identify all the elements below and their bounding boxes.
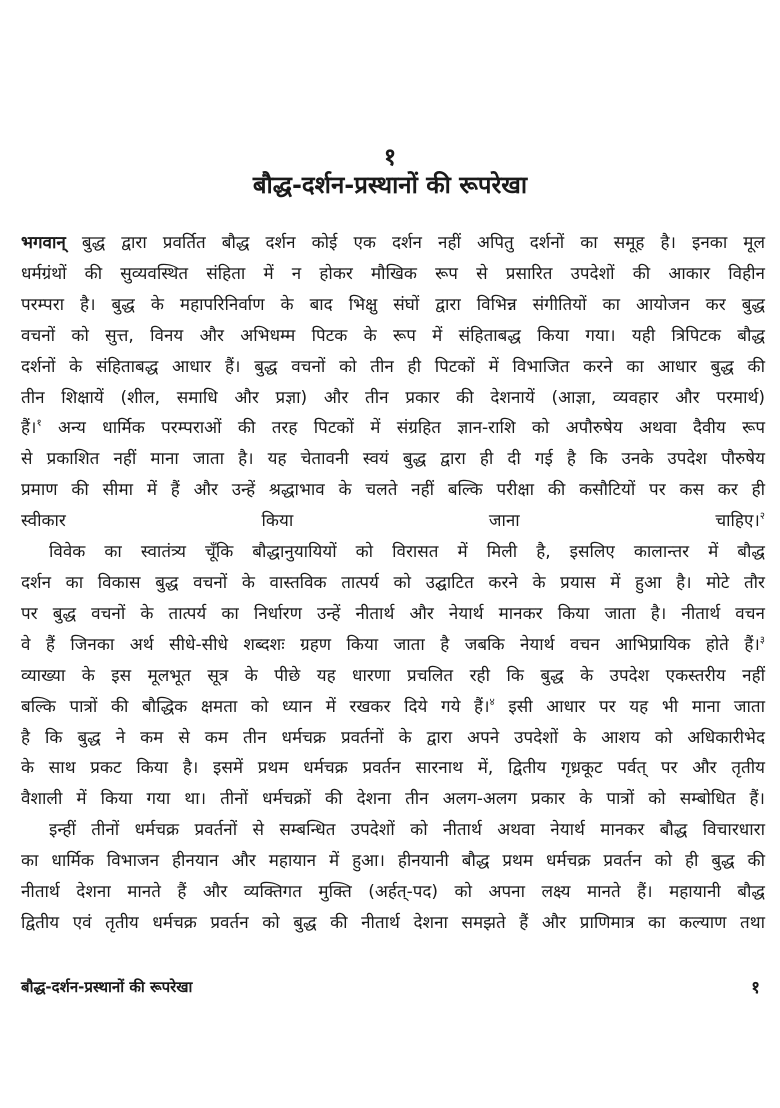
footnote-ref: ३ [759,634,765,646]
text-line: दर्शन का विकास बुद्ध वचनों के वास्तविक तात्पर्य को उद्घाटित करने के प्रयास में हुआ है। मोटे तौर [21,572,765,593]
text-line: बल्कि पात्रों की बौद्धिक क्षमता को ध्यान में रखकर दिये गये हैं।$^४$ इसी आधार पर यह भी माना जाता [21,696,765,717]
text-line: के साथ प्रकट किया है। इसमें प्रथम धर्मचक्र प्रवर्तन सारनाथ में, द्वितीय गृध्रकूट पर्वत् पर और तृतीय [21,758,765,779]
text-line: प्रमाण की सीमा में हैं और उन्हें श्रद्धाभाव के चलते नहीं बल्कि परीक्षा की कसौटियों पर कस कर ही [21,480,765,501]
text-line: पर बुद्ध वचनों के तात्पर्य का निर्धारण उन्हें नीतार्थ और नेयार्थ मानकर किया जाता है। नीतार्थ वचन [21,603,765,624]
text-line: वचनों को सुत्त, विनय और अभिधम्म पिटक के रूप में संहिताबद्ध किया गया। यही त्रिपिटक बौद्ध [21,325,765,346]
paragraph-1 [21,228,765,537]
text-line: व्याख्या के इस मूलभूत सूत्र के पीछे यह धारणा प्रचलित रही कि बुद्ध के उपदेश एकस्तरीय नहीं [21,665,765,686]
text-line: वे हैं जिनका अर्थ सीधे-सीधे शब्दशः ग्रहण किया जाता है जबकि नेयार्थ वचन आभिप्रायिक होते हैं।$^३$ [21,634,765,655]
text-line: से प्रकाशित नहीं माना जाता है। यह चेतावनी स्वयं बुद्ध द्वारा ही दी गई है कि उनके उपदेश पौरुषेय [21,449,765,470]
running-footer-title: बौद्ध-दर्शन-प्रस्थानों की रूपरेखा [21,978,193,996]
text-line: इन्हीं तीनों धर्मचक्र प्रवर्तनों से सम्बन्धित उपदेशों को नीतार्थ अथवा नेयार्थ मानकर बौद्ध विचारधारा [49,820,765,841]
text-line: वैशाली में किया गया था। तीनों धर्मचक्रों की देशना तीन अलग-अलग प्रकार के पात्रों को सम्बोधित हैं। [21,789,765,810]
text-line: विवेक का स्वातंत्र्य चूँकि बौद्धानुयायियों को विरासत में मिली है, इसलिए कालान्तर में बौद्ध [49,542,765,563]
footnote-ref: २ [759,511,765,523]
lead-word: भगवान् [21,233,66,253]
footnote-ref: १ [36,418,42,430]
text-line: हैं।$^१$ अन्य धार्मिक परम्पराओं की तरह पिटकों में संग्रहित ज्ञान-राशि को अपौरुषेय अथवा दैवीय रूप [21,418,765,439]
text-line: दर्शनों के संहिताबद्ध आधार हैं। बुद्ध वचनों को तीन ही पिटकों में विभाजित करने का आधार बुद्ध की [21,356,765,377]
footnote-ref: ४ [489,696,495,708]
text-line: धर्मग्रंथों की सुव्यवस्थित संहिता में न होकर मौखिक रूप से प्रसारित उपदेशों की आकार विहीन [21,263,765,284]
page-number: १ [751,978,760,998]
text-line: स्वीकार किया जाना चाहिए।$^२$ [21,511,765,532]
chapter-title: बौद्ध-दर्शन-प्रस्थानों की रूपरेखा [252,171,528,199]
chapter-number: १ [383,143,397,171]
text-line: है कि बुद्ध ने कम से कम तीन धर्मचक्र प्रवर्तनों के द्वारा अपने उपदेशों के आशय को अधिकारीभेद [21,727,765,748]
text-line: का धार्मिक विभाजन हीनयान और महायान में हुआ। हीनयानी बौद्ध प्रथम धर्मचक्र प्रवर्तन को ही बुद्ध की [21,851,765,872]
text-line: भगवान् बुद्ध द्वारा प्रवर्तित बौद्ध दर्शन कोई एक दर्शन नहीं अपितु दर्शनों का समूह है। इनका मूल [21,233,765,253]
text-line: नीतार्थ देशना मानते हैं और व्यक्तिगत मुक्ति (अर्हत्-पद) को अपना लक्ष्य मानते हैं। महायानी बौद्ध [21,882,765,903]
paragraph-2 [21,537,765,815]
body-text [21,228,765,939]
text-line: परम्परा है। बुद्ध के महापरिनिर्वाण के बाद भिक्षु संघों द्वारा विभिन्न संगीतियों का आयोजन कर बुद्ध [21,294,765,315]
text-line: द्वितीय एवं तृतीय धर्मचक्र प्रवर्तन को बुद्ध की नीतार्थ देशना समझते हैं और प्राणिमात्र का कल्याण तथा [21,912,765,933]
paragraph-3 [21,815,765,939]
text-line: तीन शिक्षायें (शील, समाधि और प्रज्ञा) और तीन प्रकार की देशनायें (आज्ञा, व्यवहार और परमार्थ) [21,387,765,408]
